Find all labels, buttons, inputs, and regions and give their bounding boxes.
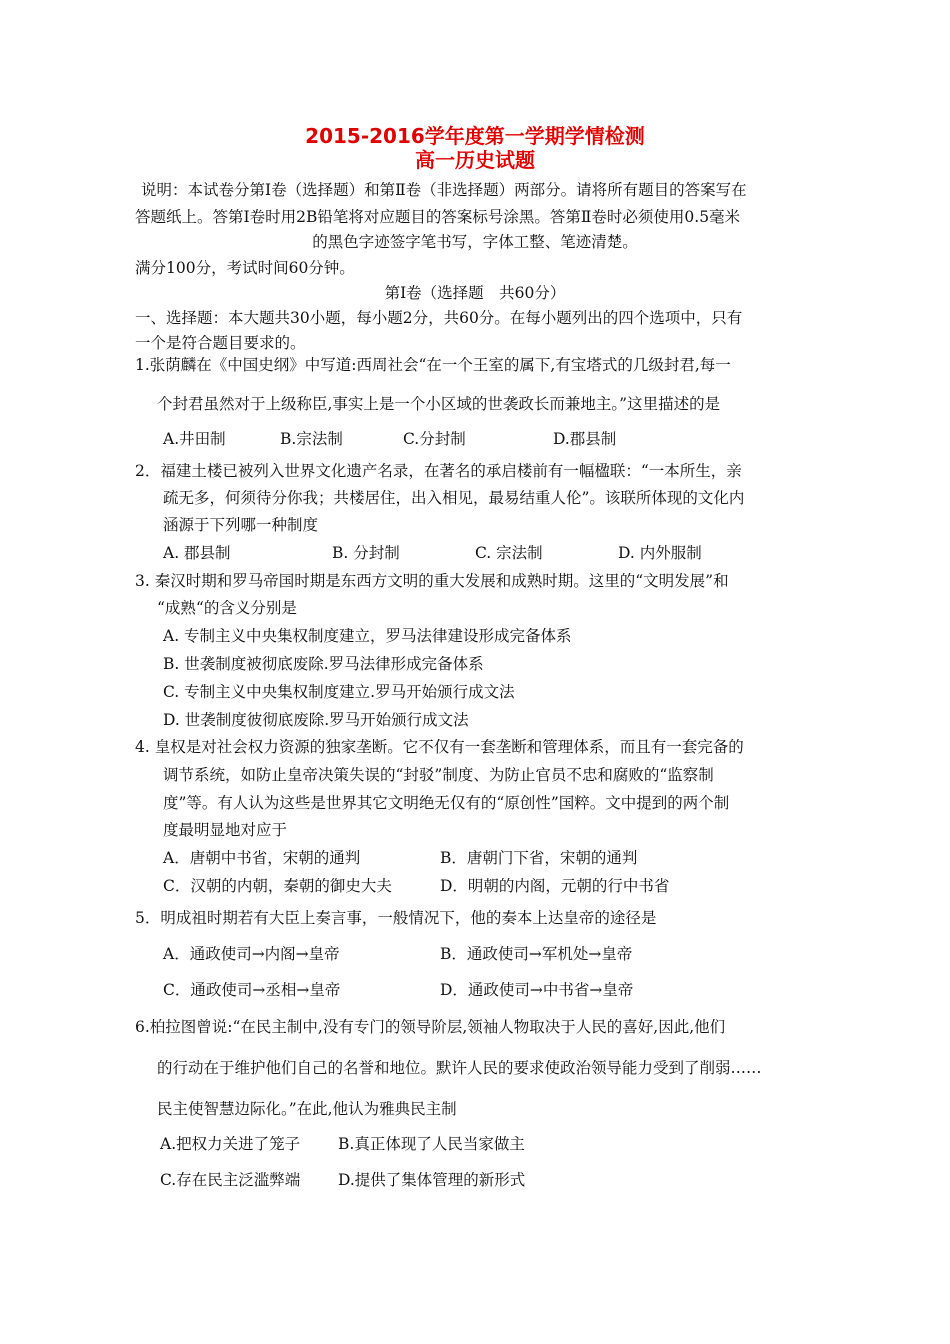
question-1-option-b: B.宗法制 xyxy=(280,430,343,448)
question-4-text: 4. 皇权是对社会权力资源的独家垄断。它不仅有一套垄断和管理体系，而且有一套完备的 xyxy=(135,738,744,756)
question-4-text: 度”等。有人认为这些是世界其它文明绝无仅有的“原创性”国粹。文中提到的两个制 xyxy=(163,794,730,812)
exam-title-subject: 高一历史试题 xyxy=(415,148,535,172)
question-2-option-c: C. 宗法制 xyxy=(475,544,543,562)
question-1-option-c: C.分封制 xyxy=(403,430,466,448)
question-3-option-d: D. 世袭制度彼彻底废除.罗马开始颁行成文法 xyxy=(163,711,469,729)
question-4-option-d: D．明朝的内阁，元朝的行中书省 xyxy=(440,877,670,895)
section-description: 一、选择题：本大题共30小题，每小题2分，共60分。在每小题列出的四个选项中，只有 xyxy=(135,309,743,327)
question-6-option-b: B.真正体现了人民当家做主 xyxy=(338,1135,525,1153)
question-3-text: “成熟“的含义分别是 xyxy=(157,599,297,617)
question-5-text: 5．明成祖时期若有大臣上奏言事，一般情况下，他的奏本上达皇帝的途径是 xyxy=(135,909,657,927)
question-3-option-a: A. 专制主义中央集权制度建立，罗马法律建设形成完备体系 xyxy=(163,627,572,645)
question-6-option-c: C.存在民主泛滥弊端 xyxy=(160,1171,301,1189)
question-4-option-a: A．唐朝中书省，宋朝的通判 xyxy=(163,849,361,867)
question-3-option-c: C. 专制主义中央集权制度建立.罗马开始颁行成文法 xyxy=(163,683,515,701)
instructions-line: 的黑色字迹签字笔书写，字体工整、笔迹清楚。 xyxy=(312,233,638,251)
question-5-option-a: A．通政使司→内阁→皇帝 xyxy=(163,945,340,963)
instructions-line: 答题纸上。答第Ⅰ卷时用2B铅笔将对应题目的答案标号涂黑。答第Ⅱ卷时必须使用0.5毫米 xyxy=(135,208,741,226)
question-2-option-a: A. 郡县制 xyxy=(163,544,231,562)
question-2-option-b: B. 分封制 xyxy=(332,544,400,562)
section-description: 一个是符合题目要求的。 xyxy=(135,334,306,352)
question-5-option-c: C．通政使司→丞相→皇帝 xyxy=(163,981,341,999)
question-5-option-d: D．通政使司→中书省→皇帝 xyxy=(440,981,634,999)
question-1-option-d: D.郡县制 xyxy=(553,430,617,448)
question-4-option-b: B．唐朝门下省，宋朝的通判 xyxy=(440,849,638,867)
question-1-text: 个封君虽然对于上级称臣,事实上是一个小区域的世袭政长而兼地主。”这里描述的是 xyxy=(157,395,721,413)
instructions-line: 说明：本试卷分第Ⅰ卷（选择题）和第Ⅱ卷（非选择题）两部分。请将所有题目的答案写在 xyxy=(141,181,747,199)
question-6-text: 民主使智慧边际化。”在此,他认为雅典民主制 xyxy=(157,1100,457,1118)
question-4-text: 调节系统，如防止皇帝决策失误的“封驳”制度、为防止官员不忠和腐败的“监察制 xyxy=(163,766,714,784)
question-4-text: 度最明显地对应于 xyxy=(163,821,288,839)
question-5-option-b: B．通政使司→军机处→皇帝 xyxy=(440,945,633,963)
section-heading: 第Ⅰ卷（选择题 共60分） xyxy=(384,284,566,302)
question-6-text: 6.柏拉图曾说:“在民主制中,没有专门的领导阶层,领袖人物取决于人民的喜好,因此,他们 xyxy=(135,1018,726,1036)
question-6-option-d: D.提供了集体管理的新形式 xyxy=(338,1171,526,1189)
score-time-line: 满分100分，考试时间60分钟。 xyxy=(135,259,355,277)
question-2-text: 2．福建土楼已被列入世界文化遗产名录，在著名的承启楼前有一幅楹联：“一本所生，亲 xyxy=(135,462,742,480)
question-3-option-b: B. 世袭制度被彻底废除.罗马法律形成完备体系 xyxy=(163,655,484,673)
question-2-option-d: D. 内外服制 xyxy=(618,544,702,562)
question-2-text: 疏无多，何须待分你我；共楼居住，出入相见，最易结重人伦”。该联所体现的文化内 xyxy=(163,489,745,507)
question-2-text: 涵源于下列哪一种制度 xyxy=(163,516,319,534)
question-3-text: 3. 秦汉时期和罗马帝国时期是东西方文明的重大发展和成熟时期。这里的“文明发展”和 xyxy=(135,572,729,590)
question-6-option-a: A.把权力关进了笼子 xyxy=(160,1135,301,1153)
question-6-text: 的行动在于维护他们自己的名誉和地位。默许人民的要求使政治领导能力受到了削弱…… xyxy=(157,1059,762,1077)
exam-title-year: 2015-2016学年度第一学期学情检测 xyxy=(305,124,645,148)
question-4-option-c: C．汉朝的内朝，秦朝的御史大夫 xyxy=(163,877,392,895)
question-1-option-a: A.井田制 xyxy=(163,430,226,448)
question-1-text: 1.张荫麟在《中国史纲》中写道:西周社会“在一个王室的属下,有宝塔式的几级封君,每一 xyxy=(135,356,731,374)
